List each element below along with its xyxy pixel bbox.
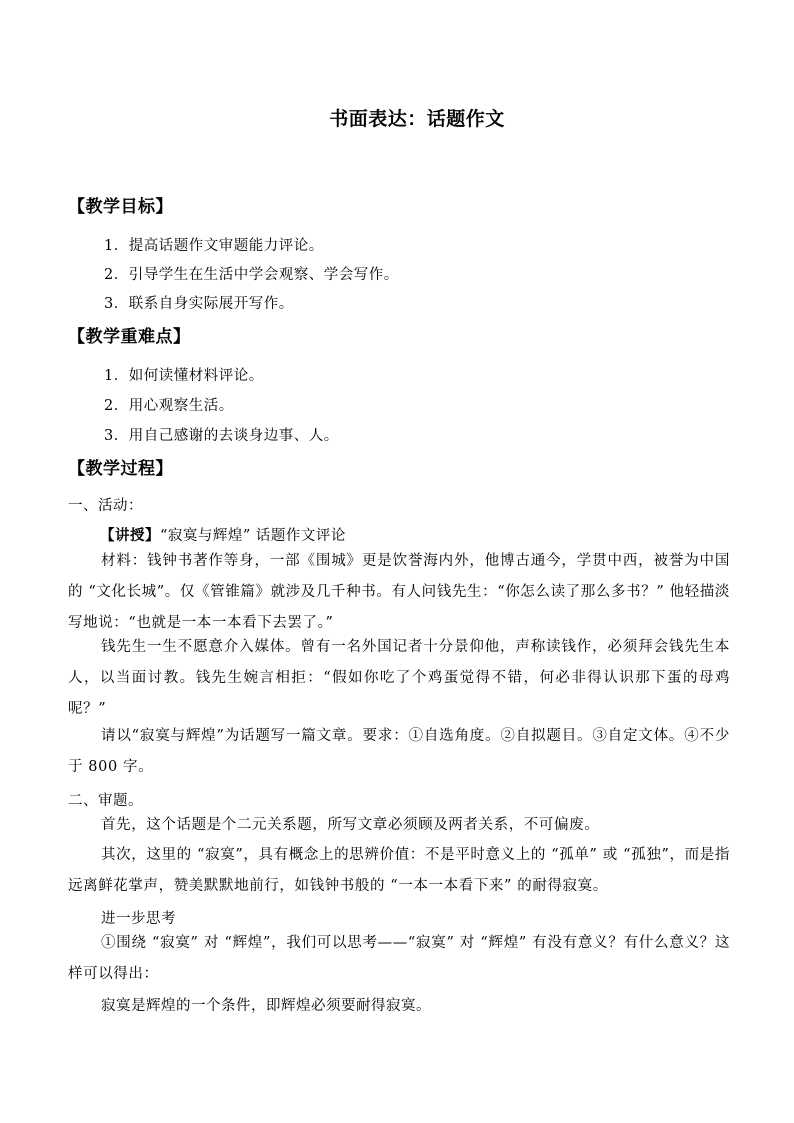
- goals-item-1: 1．提高话题作文审题能力评论。: [104, 238, 324, 254]
- lecture-tag: 【讲授】: [100, 527, 160, 544]
- difficulties-heading: 【教学重难点】: [68, 327, 191, 347]
- review-paragraph-1: 首先，这个话题是个二元关系题，所写文章必须顾及两者关系，不可偏废。: [101, 817, 600, 833]
- goals-heading: 【教学目标】: [68, 197, 173, 217]
- conclusion-line: 寂寞是辉煌的一个条件，即辉煌必须要耐得寂寞。: [101, 998, 431, 1014]
- material-paragraph-1: 材料：钱钟书著作等身，一部《围城》更是饮誉海内外，他博古通今，学贯中西，被誉为中国的 “文化长城”。仅《管锥篇》就涉及几千种书。有人问钱先生：“你怎么读了那么多书？” 他轻描淡写地说：“也就是一本一本看下去罢了。”: [68, 553, 730, 631]
- review-title: 二、审题。: [68, 793, 143, 809]
- difficulties-item-3: 3．用自己感谢的去谈身边事、人。: [104, 428, 339, 444]
- further-thinking: 进一步思考: [101, 911, 176, 927]
- lecture-text: “寂寞与辉煌” 话题作文评论: [160, 528, 346, 544]
- lecture-line: [100, 524, 346, 545]
- further-paragraph-1: ①围绕 “寂寞” 对 “辉煌”，我们可以思考——“寂寞” 对 “辉煌” 有没有意义？有什么意义？这样可以得出：: [68, 935, 730, 982]
- document-title: 书面表达：话题作文: [329, 108, 505, 130]
- goals-item-2: 2．引导学生在生活中学会观察、学会写作。: [104, 267, 399, 283]
- review-paragraph-2: 其次，这里的 “寂寞”，具有概念上的思辨价值：不是平时意义上的 “孤单” 或 “孤独”，而是指远离鲜花掌声，赞美默默地前行，如钱钟书般的 “一本一本看下来” 的耐得寂寞。: [68, 847, 730, 894]
- requirement-paragraph: 请以“寂寞与辉煌”为话题写一篇文章。要求：①自选角度。②自拟题目。③自定文体。④不少于 800 字。: [68, 728, 730, 775]
- activity-title: 一、活动：: [68, 498, 143, 514]
- material-paragraph-2: 钱先生一生不愿意介入媒体。曾有一名外国记者十分景仰他，声称读钱作，必须拜会钱先生本人，以当面讨教。钱先生婉言相拒：“假如你吃了个鸡蛋觉得不错，何必非得认识那下蛋的母鸡呢？”: [68, 639, 730, 717]
- goals-item-3: 3．联系自身实际展开写作。: [104, 296, 294, 312]
- process-heading: 【教学过程】: [68, 459, 173, 479]
- difficulties-item-1: 1．如何读懂材料评论。: [104, 368, 264, 384]
- difficulties-item-2: 2．用心观察生活。: [104, 398, 234, 414]
